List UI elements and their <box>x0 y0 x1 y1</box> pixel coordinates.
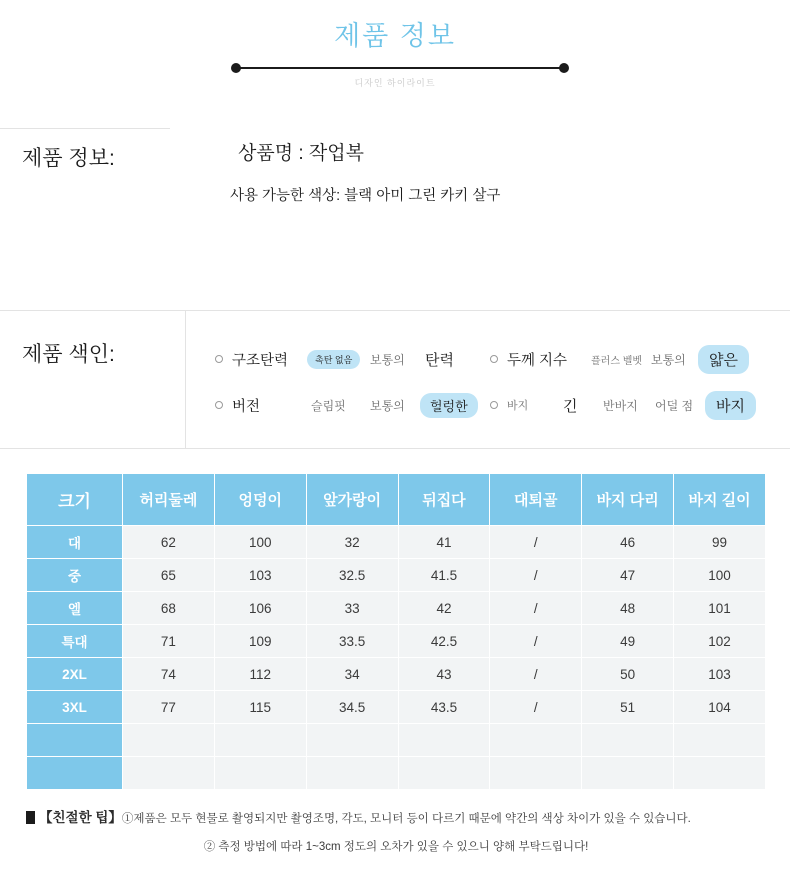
attr-option[interactable] <box>370 382 405 428</box>
table-cell: 102 <box>674 625 766 658</box>
attr-option-text: 탄력 <box>425 351 454 369</box>
table-cell: 42.5 <box>398 625 490 658</box>
table-cell: / <box>490 658 582 691</box>
attr-option-text: 긴 <box>563 397 578 415</box>
product-attributes-label: 제품 색인: <box>22 343 115 366</box>
table-row-header: 2XL <box>27 658 123 691</box>
table-cell: 104 <box>674 691 766 724</box>
table-cell: 74 <box>123 658 215 691</box>
table-cell: / <box>490 559 582 592</box>
table-header-cell: 크기 <box>27 474 123 526</box>
table-cell: 62 <box>123 526 215 559</box>
attr-pants-label <box>490 382 528 428</box>
table-cell: 43 <box>398 658 490 691</box>
attr-option[interactable] <box>307 336 360 382</box>
attr-option-text: 반바지 <box>603 398 638 413</box>
table-cell: 50 <box>582 658 674 691</box>
table-cell <box>398 724 490 757</box>
attr-option[interactable] <box>591 336 642 382</box>
attr-option-text: 어덜 점 <box>655 398 694 413</box>
table-cell: 65 <box>123 559 215 592</box>
product-name: 상품명 : 작업복 <box>238 143 364 164</box>
table-cell: / <box>490 625 582 658</box>
attribute-row-2 <box>185 382 790 428</box>
table-cell: 51 <box>582 691 674 724</box>
attr-option[interactable] <box>420 382 478 428</box>
table-row <box>27 526 766 559</box>
tips-section <box>26 806 766 854</box>
table-header-cell: 바지 다리 <box>582 474 674 526</box>
table-header-cell: 앞가랑이 <box>306 474 398 526</box>
table-cell: / <box>490 691 582 724</box>
size-table-wrapper <box>26 473 766 790</box>
attr-title: 바지 <box>507 400 529 412</box>
table-cell: 48 <box>582 592 674 625</box>
table-body <box>27 526 766 790</box>
table-row <box>27 691 766 724</box>
table-row <box>27 559 766 592</box>
attr-title: 두께 지수 <box>507 352 568 369</box>
table-cell: 103 <box>214 559 306 592</box>
attr-option[interactable] <box>651 336 686 382</box>
table-cell: 32 <box>306 526 398 559</box>
tips-line-1 <box>26 806 766 826</box>
radio-icon[interactable] <box>490 401 498 409</box>
attr-option-pill: 바지 <box>705 391 756 420</box>
attr-option[interactable] <box>655 382 693 428</box>
table-header-cell: 엉덩이 <box>214 474 306 526</box>
table-cell: 101 <box>674 592 766 625</box>
attr-option-text: 슬림핏 <box>311 398 346 413</box>
table-row-header: 3XL <box>27 691 123 724</box>
table-cell: 34 <box>306 658 398 691</box>
attribute-row-1 <box>185 336 790 382</box>
attr-thickness-label <box>490 336 567 382</box>
table-row <box>27 625 766 658</box>
table-cell <box>674 757 766 790</box>
table-cell <box>582 724 674 757</box>
tips-text-1: ①제품은 모두 현물로 촬영되지만 촬영조명, 각도, 모니터 등이 다르기 때문에 약간의 색상 차이가 있을 수 있습니다. <box>121 813 691 825</box>
table-cell: 109 <box>214 625 306 658</box>
attr-option-text: 보통의 <box>370 398 405 413</box>
table-cell: 32.5 <box>306 559 398 592</box>
product-attributes-section <box>0 310 790 450</box>
radio-icon[interactable] <box>215 355 223 363</box>
attr-option[interactable] <box>603 382 638 428</box>
section-rule <box>0 128 170 129</box>
table-cell <box>674 724 766 757</box>
page-title: 제품 정보 <box>334 21 456 51</box>
table-row <box>27 658 766 691</box>
attr-option-text: 보통의 <box>651 352 686 367</box>
table-row-header: 중 <box>27 559 123 592</box>
table-cell: 34.5 <box>306 691 398 724</box>
table-header-cell: 바지 길이 <box>674 474 766 526</box>
table-cell <box>398 757 490 790</box>
table-cell: 100 <box>214 526 306 559</box>
table-cell: 71 <box>123 625 215 658</box>
table-cell: 100 <box>674 559 766 592</box>
radio-icon[interactable] <box>490 355 498 363</box>
table-cell: 68 <box>123 592 215 625</box>
attr-version-label <box>215 382 260 428</box>
table-row-empty <box>27 757 766 790</box>
attr-title: 버전 <box>232 398 261 415</box>
table-cell <box>214 757 306 790</box>
table-cell: 41 <box>398 526 490 559</box>
table-cell: 33 <box>306 592 398 625</box>
table-cell <box>123 757 215 790</box>
table-row-header <box>27 757 123 790</box>
table-cell: 112 <box>214 658 306 691</box>
table-cell: / <box>490 592 582 625</box>
table-cell: 115 <box>214 691 306 724</box>
header-divider <box>0 63 790 73</box>
table-cell <box>490 757 582 790</box>
tips-bullet-icon <box>26 811 35 824</box>
attr-option-text: 플러스 벨벳 <box>591 355 643 367</box>
size-table <box>26 473 766 790</box>
table-cell: 103 <box>674 658 766 691</box>
attr-option[interactable] <box>425 336 454 382</box>
divider-line <box>235 67 565 69</box>
table-cell: 99 <box>674 526 766 559</box>
radio-icon[interactable] <box>215 401 223 409</box>
attr-option[interactable] <box>311 382 346 428</box>
table-cell: 46 <box>582 526 674 559</box>
table-row-header: 특대 <box>27 625 123 658</box>
table-header-row <box>27 474 766 526</box>
product-info-section <box>0 128 790 298</box>
table-cell: 49 <box>582 625 674 658</box>
attr-option[interactable] <box>705 382 756 428</box>
product-colors: 사용 가능한 색상: 블랙 아미 그린 카키 살구 <box>230 188 501 204</box>
table-header-cell: 대퇴골 <box>490 474 582 526</box>
attr-stretch-label <box>215 336 288 382</box>
table-row-empty <box>27 724 766 757</box>
table-row-header: 엘 <box>27 592 123 625</box>
table-cell: 77 <box>123 691 215 724</box>
table-cell <box>123 724 215 757</box>
table-row <box>27 592 766 625</box>
attr-option[interactable] <box>698 336 749 382</box>
page-subtitle: 디자인 하이라이트 <box>354 78 436 88</box>
tips-line-2: ② 측정 방법에 따라 1~3cm 정도의 오차가 있을 수 있으니 양해 부탁드립니다! <box>203 841 589 853</box>
table-cell <box>306 757 398 790</box>
divider-dot-right <box>559 63 569 73</box>
table-row-header <box>27 724 123 757</box>
table-cell: 106 <box>214 592 306 625</box>
attr-option-pill: 촉탄 없음 <box>307 350 360 369</box>
table-cell: 41.5 <box>398 559 490 592</box>
table-cell: 33.5 <box>306 625 398 658</box>
table-cell <box>490 724 582 757</box>
tips-title: 【친절한 팁】 <box>39 810 122 825</box>
table-header-cell: 허리둘레 <box>123 474 215 526</box>
table-cell: / <box>490 526 582 559</box>
table-cell: 47 <box>582 559 674 592</box>
attr-title: 구조탄력 <box>232 352 289 369</box>
table-cell: 43.5 <box>398 691 490 724</box>
table-cell <box>214 724 306 757</box>
attr-option[interactable] <box>563 382 578 428</box>
product-info-label: 제품 정보: <box>22 147 115 170</box>
attr-option-text: 보통의 <box>370 352 405 367</box>
table-row-header: 대 <box>27 526 123 559</box>
table-cell <box>582 757 674 790</box>
table-cell <box>306 724 398 757</box>
attributes-grid <box>185 310 790 449</box>
table-cell: 42 <box>398 592 490 625</box>
table-header-cell: 뒤집다 <box>398 474 490 526</box>
attr-option[interactable] <box>370 336 405 382</box>
attr-option-pill: 헐렁한 <box>420 393 478 418</box>
attr-option-pill: 얇은 <box>698 345 749 374</box>
